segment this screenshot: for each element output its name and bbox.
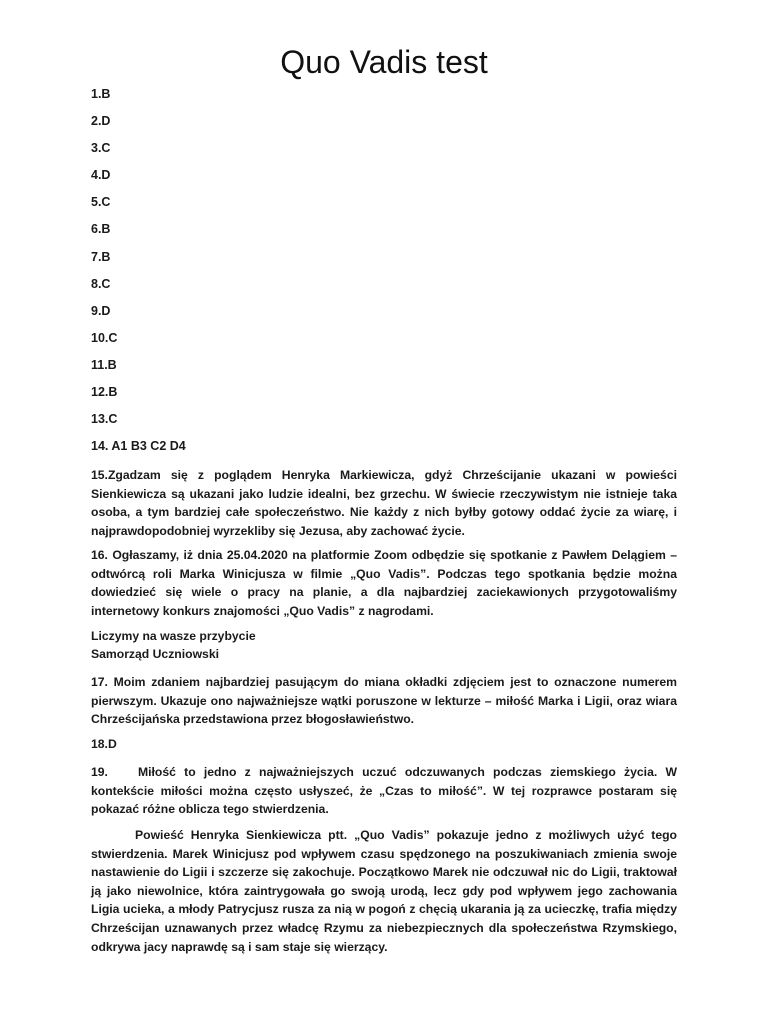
- answer-item: 10.C: [91, 330, 118, 345]
- answer-19-label: 19.: [91, 765, 108, 779]
- answer-item: 8.C: [91, 276, 111, 291]
- answer-item: 4.D: [91, 168, 111, 183]
- answer-item: 1.B: [91, 87, 111, 101]
- answer-item: 2.D: [91, 114, 111, 129]
- answer-item: 7.B: [91, 249, 111, 264]
- answer-19-intro-paragraph: [91, 763, 677, 819]
- answer-item: 9.D: [91, 303, 111, 318]
- answer-item: 3.C: [91, 141, 111, 156]
- page-title: Quo Vadis test: [280, 44, 488, 80]
- answer-17-paragraph: 17. Moim zdaniem najbardziej pasującym do miana okładki zdjęciem jest to oznaczone numerem pierwszym. Ukazuje ono najważniejsze wątki poruszone w lekturze – miłość Marka i Ligii, oraz wiara Chrześcijańska przedstawiona przez błogosławieństwo.: [91, 675, 677, 727]
- answer-15-paragraph: 15.Zgadzam się z poglądem Henryka Markiewicza, gdyż Chrześcijanie ukazani w powieści Sienkiewicza są ukazani jako ludzie idealni, bez grzechu. W świecie rzeczywistym nie istnieje taka osoba, a tym bardziej całe społeczeństwo. Nie każdy z nich byłby gotowy oddać życie za wiarę, i najprawdopodobniej wyrzekliby się Jezusa, aby zachować życie.: [91, 468, 677, 538]
- signature-line-1: Liczymy na wasze przybycie: [91, 629, 256, 643]
- answer-item: 6.B: [91, 222, 111, 237]
- answer-item: 13.C: [91, 412, 118, 427]
- signature-line-2: Samorząd Uczniowski: [91, 647, 220, 661]
- answer-item: 5.C: [91, 195, 111, 210]
- answer-item: 12.B: [91, 385, 118, 400]
- answer-18: 18.D: [91, 737, 117, 751]
- answer-item: 14. A1 B3 C2 D4: [91, 439, 186, 454]
- answer-item: 11.B: [91, 357, 117, 372]
- answer-16-paragraph: 16. Ogłaszamy, iż dnia 25.04.2020 na platformie Zoom odbędzie się spotkanie z Pawłem Delągiem – odtwórcą roli Marka Winicjusza w filmie „Quo Vadis”. Podczas tego spotkania będzie można dowiedzieć się wiele o pracy na planie, a dla najbardziej zaciekawionych przygotowaliśmy internetowy konkurs znajomości „Quo Vadis” z nagrodami.: [91, 548, 677, 618]
- answer-19-intro-text: Miłość to jedno z najważniejszych uczuć odczuwanych podczas ziemskiego życia. W kontekście miłości można często usłyszeć, że „Czas to miłość”. W tej rozprawce postaram się pokazać różne oblicza tego stwierdzenia.: [91, 765, 677, 817]
- answer-list: [91, 86, 691, 465]
- answer-19-body-paragraph: Powieść Henryka Sienkiewicza ptt. „Quo Vadis” pokazuje jedno z możliwych użyć tego stwierdzenia. Marek Winicjusz pod wpływem czasu spędzonego na poszukiwaniach zmienia swoje nastawienie do Ligii i szczerze się zakochuje. Początkowo Marek nie odczuwał nic do Ligii, traktował ją jako niewolnice, która zaintrygowała go swoją urodą, lecz gdy pod wpływem jego zachowania Ligia ucieka, a młody Patrycjusz rusza za nią w pogoń z chęcią ukarania ją za ucieczkę, trafia między Chrześcijan uznawanych przez władcę Rzymu za niebezpiecznych dla społeczeństwa Rzymskiego, odkrywa jacy naprawdę są i sam staje się wierzący.: [91, 828, 677, 954]
